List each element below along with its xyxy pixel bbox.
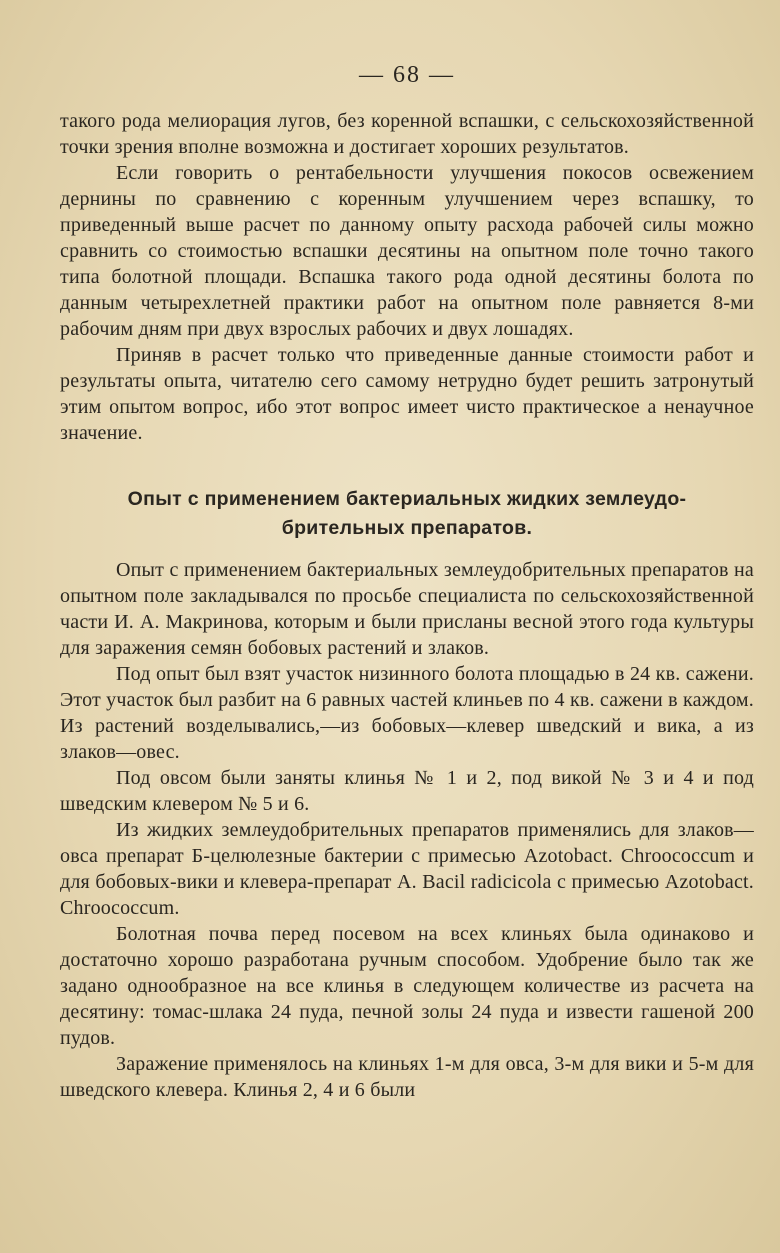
paragraph: Если говорить о рентабельности улучшения покосов освежением дернины по сравнению с коренным улучшением через вспашку, то приведенный выше расчет по данному опыту расхода рабочей силы можно сравнить со стоимостью вспашки десятины на опытном поле точно такого типа болотной площади. Вспашка такого рода одной десятины болота по данным четырехлетней практики работ на опытном поле равняется 8-ми рабочим дням при двух взрослых рабочих и двух лошадях. [60,162,754,340]
paragraph: такого рода мелиорация лугов, без коренной вспашки, с сельскохозяйственной точки зрения вполне возможна и достигает хороших результатов. [60,110,754,158]
paragraph: Заражение применялось на клиньях 1-м для овса, 3-м для вики и 5-м для шведского клевера. Клинья 2, 4 и 6 были [60,1053,754,1101]
section-heading-line: Опыт с применением бактериальных жидких землеудо- [127,488,687,510]
document-page [60,58,754,1103]
paragraph: Из жидких землеудобрительных препаратов применялись для злаков—овса препарат Б-целюлезные бактерии с примесью Azotobact. Chroococcum и для бобовых-вики и клевера-препарат А. Bacil radicicola с примесью Azotobact. Chroococcum. [60,819,754,919]
paragraph: Под овсом были заняты клинья № 1 и 2, под викой № 3 и 4 и под шведским клевером № 5 и 6. [60,767,754,815]
paragraph: Под опыт был взят участок низинного болота площадью в 24 кв. сажени. Этот участок был разбит на 6 равных частей клиньев по 4 кв. сажени в каждом. Из растений возделывались,—из бобовых—клевер шведский и вика, а из злаков—овес. [60,663,754,763]
page-number: — 68 — [359,62,455,88]
paragraph: Болотная почва перед посевом на всех клиньях была одинаково и достаточно хорошо разработана ручным способом. Удобрение было так же задано однообразное на все клинья в следующем количестве из расчета на десятину: томас-шлака 24 пуда, печной золы 24 пуда и извести гашеной 200 пудов. [60,923,754,1049]
section-heading [60,485,754,543]
section-heading-line: брительных препаратов. [281,517,533,539]
paragraph: Опыт с применением бактериальных землеудобрительных препаратов на опытном поле закладывался по просьбе специалиста по сельскохозяйственной части И. А. Макринова, которым и были присланы весной этого года культуры для заражения семян бобовых растений и злаков. [60,559,754,659]
paragraph: Приняв в расчет только что приведенные данные стоимости работ и результаты опыта, читателю сего самому нетрудно будет решить затронутый этим опытом вопрос, ибо этот вопрос имеет чисто практическое а ненаучное значение. [60,344,754,444]
